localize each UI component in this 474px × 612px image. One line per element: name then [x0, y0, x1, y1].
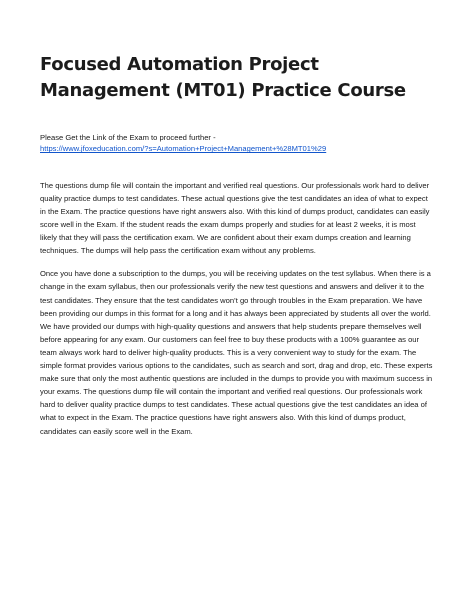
- page-title: Focused Automation Project Management (MT01) Practice Course: [40, 54, 406, 101]
- exam-link-intro: [40, 132, 434, 155]
- paragraph-1: The questions dump file will contain the important and verified real questions. Our professionals work hard to deliver quality practice dumps to test candidates. These actual questions give the test candidates an idea of what to expect in the Exam. The practice questions have right answers also. With this kind of dumps product, candidates can easily score well in the Exam. If the student reads the exam dumps properly and studies for at least 2 weeks, it is most likely that they will pass the certification exam. We are confident about their exam dumps creation and learning techniques. The dumps will help pass the certification exam without any problems.: [40, 180, 430, 256]
- exam-link[interactable]: https://www.jfoxeducation.com/?s=Automation+Project+Management+%28MT01%29: [40, 144, 327, 154]
- paragraph-2: Once you have done a subscription to the dumps, you will be receiving updates on the test syllabus. When there is a change in the exam syllabus, then our professionals verify the new test questions and answers and deliver it to the test candidates. They ensure that the test candidates won’t go through troubles in the Exam preparation. We have been providing our dumps in this format for a long and it has always been appreciated by students all over the world. We have provided our dumps with high-quality questions and answers that help students prepare themselves well before appearing for any exam. Our customers can feel free to buy these products with a 100% guarantee as our team always work hard to deliver high-quality products. This is a very convenient way to study for the exam. The simple format provides various options to the candidates, such as search and sort, drag and drop, etc. These experts make sure that only the most authentic questions are included in the dumps to provide you with maximum success in your exams. The questions dump file will contain the important and verified real questions. Our professionals work hard to deliver quality practice dumps to test candidates. These actual questions give the test candidates an idea of what to expect in the Exam. The practice questions have right answers also. With this kind of dumps product, candidates can easily score well in the Exam.: [40, 269, 433, 436]
- intro-text: Please Get the Link of the Exam to proceed further -: [40, 133, 216, 142]
